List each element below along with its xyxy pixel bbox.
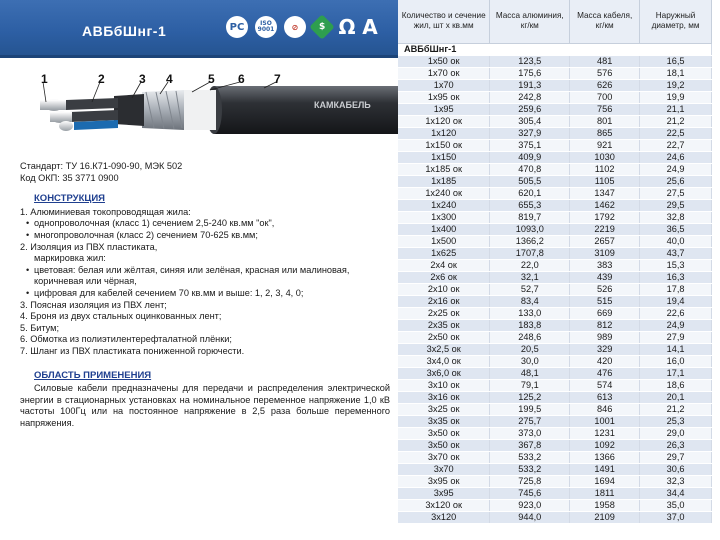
partial-a-icon: A [362,15,378,39]
cable-illustration [14,60,398,152]
cell-cable-mass: 865 [570,127,640,139]
construction-heading: КОНСТРУКЦИЯ [34,193,105,205]
cell-cable-mass: 1231 [570,427,640,439]
usage-heading: ОБЛАСТЬ ПРИМЕНЕНИЯ [34,369,152,381]
cell-cable-mass: 420 [570,355,640,367]
cell-cable-mass: 669 [570,307,640,319]
cell-outer-diameter: 40,0 [640,235,712,247]
cell-cores-section: 2x6 ок [398,271,490,283]
cell-cores-section: 3x95 [398,487,490,499]
table-row [398,259,712,271]
cell-aluminium-mass: 125,2 [490,391,570,403]
cell-cable-mass: 2219 [570,223,640,235]
cell-aluminium-mass: 944,0 [490,511,570,523]
cell-outer-diameter: 14,1 [640,343,712,355]
table-row [398,403,712,415]
construction-subitem: • цветовая: белая или жёлтая, синяя или зелёная, красная или малиновая, коричневая или чёрная, [20,265,390,288]
table-row [398,355,712,367]
cell-cores-section: 3x10 ок [398,379,490,391]
cell-aluminium-mass: 191,3 [490,79,570,91]
cell-cores-section: 3x120 [398,511,490,523]
cell-cores-section: 1x400 [398,223,490,235]
cell-cores-section: 1x70 ок [398,67,490,79]
table-row [398,463,712,475]
cell-cores-section: 1x120 ок [398,115,490,127]
cell-cable-mass: 2657 [570,235,640,247]
cell-cores-section: 1x500 [398,235,490,247]
cell-aluminium-mass: 83,4 [490,295,570,307]
table-row [398,307,712,319]
cell-outer-diameter: 24,6 [640,151,712,163]
table-row [398,367,712,379]
header-band [0,0,398,58]
cable-label-6: 6 [238,72,245,86]
cell-aluminium-mass: 30,0 [490,355,570,367]
cell-outer-diameter: 20,1 [640,391,712,403]
table-row [398,487,712,499]
construction-item: 6. Обмотка из полиэтилентерефталатной плёнки; [20,334,232,345]
cable-label-4: 4 [166,72,173,86]
certification-icons [226,16,377,38]
cell-outer-diameter: 37,0 [640,511,712,523]
cell-cable-mass: 329 [570,343,640,355]
cell-outer-diameter: 19,4 [640,295,712,307]
cell-cable-mass: 1102 [570,163,640,175]
construction-item: 1. Алюминиевая токопроводящая жила: [20,206,191,217]
cell-cores-section: 1x625 [398,247,490,259]
cell-outer-diameter: 16,3 [640,271,712,283]
cell-cable-mass: 383 [570,259,640,271]
table-row [398,151,712,163]
cell-outer-diameter: 24,9 [640,163,712,175]
cell-cable-mass: 626 [570,79,640,91]
cell-aluminium-mass: 819,7 [490,211,570,223]
cable-brand-text: КАМКАБЕЛЬ [314,100,371,110]
fire-safety-icon: ⊘ [284,16,306,38]
product-title: АВБбШнг-1 [82,23,167,39]
header-cores-section: Количество и сечение жил, шт x кв.мм [398,0,490,43]
cell-cores-section: 3x16 ок [398,391,490,403]
cell-cores-section: 1x150 ок [398,139,490,151]
construction-list [20,207,390,358]
cable-label-1: 1 [41,72,48,86]
cell-cable-mass: 756 [570,103,640,115]
table-row [398,163,712,175]
product-description [20,161,390,429]
cell-cores-section: 3x50 ок [398,427,490,439]
cell-aluminium-mass: 259,6 [490,103,570,115]
cell-cable-mass: 1462 [570,199,640,211]
cell-outer-diameter: 32,3 [640,475,712,487]
header-aluminium-mass: Масса алюминия, кг/км [490,0,570,43]
table-row [398,451,712,463]
cell-cable-mass: 1001 [570,415,640,427]
cell-cable-mass: 1366 [570,451,640,463]
cell-outer-diameter: 29,5 [640,199,712,211]
cell-aluminium-mass: 367,8 [490,439,570,451]
cell-outer-diameter: 21,2 [640,403,712,415]
cable-spec-table [398,0,712,524]
cable-cross-section-image [14,60,398,152]
table-header-row [398,0,712,43]
cell-aluminium-mass: 409,9 [490,151,570,163]
table-row [398,199,712,211]
cell-cable-mass: 812 [570,319,640,331]
cell-cores-section: 2x25 ок [398,307,490,319]
cell-cores-section: 1x185 [398,175,490,187]
cell-outer-diameter: 15,3 [640,259,712,271]
cell-outer-diameter: 25,6 [640,175,712,187]
cell-cores-section: 1x185 ок [398,163,490,175]
cell-outer-diameter: 21,2 [640,115,712,127]
table-group-label: АВБбШнг-1 [398,43,712,55]
cell-cable-mass: 613 [570,391,640,403]
iso-9001-icon: ISO 9001 [255,16,277,38]
cell-aluminium-mass: 248,6 [490,331,570,343]
usage-paragraph: Силовые кабели предназначены для передачи и распределения электрической энергии в стационарных установках на номинальное переменное напряжение 1,0 кВ частоты 100Гц или на постоянное напряжение в 2,5 раза больше переменного напряжения. [20,383,390,428]
cell-cores-section: 1x120 [398,127,490,139]
cell-outer-diameter: 19,2 [640,79,712,91]
table-row [398,475,712,487]
cell-cores-section: 1x95 [398,103,490,115]
table-row [398,427,712,439]
cell-outer-diameter: 29,7 [640,451,712,463]
cell-cable-mass: 1347 [570,187,640,199]
table-row [398,211,712,223]
table-row [398,187,712,199]
cell-cores-section: 3x35 ок [398,415,490,427]
cell-aluminium-mass: 183,8 [490,319,570,331]
cell-cable-mass: 1694 [570,475,640,487]
cell-outer-diameter: 18,1 [640,67,712,79]
cell-cores-section: 3x2,5 ок [398,343,490,355]
cell-aluminium-mass: 533,2 [490,451,570,463]
cell-cable-mass: 526 [570,283,640,295]
table-row [398,67,712,79]
cell-cores-section: 1x70 [398,79,490,91]
cell-aluminium-mass: 1707,8 [490,247,570,259]
cell-aluminium-mass: 725,8 [490,475,570,487]
table-row [398,499,712,511]
cell-aluminium-mass: 242,8 [490,91,570,103]
table-row [398,271,712,283]
table-row [398,391,712,403]
cell-cores-section: 2x4 ок [398,259,490,271]
cell-aluminium-mass: 373,0 [490,427,570,439]
cell-cable-mass: 700 [570,91,640,103]
cell-cable-mass: 989 [570,331,640,343]
cell-cores-section: 1x240 [398,199,490,211]
cell-outer-diameter: 17,1 [640,367,712,379]
table-row [398,247,712,259]
table-row [398,295,712,307]
cell-aluminium-mass: 745,6 [490,487,570,499]
cell-cable-mass: 576 [570,67,640,79]
cell-outer-diameter: 19,9 [640,91,712,103]
cell-aluminium-mass: 32,1 [490,271,570,283]
cell-cores-section: 3x95 ок [398,475,490,487]
cell-aluminium-mass: 620,1 [490,187,570,199]
cell-cable-mass: 2109 [570,511,640,523]
table-row [398,415,712,427]
cell-cable-mass: 476 [570,367,640,379]
cell-outer-diameter: 43,7 [640,247,712,259]
table-row [398,139,712,151]
construction-continuation: маркировка жил: [34,253,106,264]
cell-outer-diameter: 27,5 [640,187,712,199]
header-cable-mass: Масса кабеля, кг/км [570,0,640,43]
table-row [398,319,712,331]
cell-aluminium-mass: 1093,0 [490,223,570,235]
construction-item: 2. Изоляция из ПВХ пластиката, [20,241,158,252]
cell-outer-diameter: 22,5 [640,127,712,139]
cell-aluminium-mass: 305,4 [490,115,570,127]
construction-subitem: • многопроволочная (класс 2) сечением 70-625 кв.мм; [20,230,390,242]
table-row [398,91,712,103]
cell-outer-diameter: 16,0 [640,355,712,367]
standard-line: Стандарт: ТУ 16.К71-090-90, МЭК 502 [20,161,183,171]
construction-subitem: • однопроволочная (класс 1) сечением 2,5-240 кв.мм "ок", [20,218,390,230]
cell-cable-mass: 481 [570,55,640,67]
cell-cores-section: 2x35 ок [398,319,490,331]
table-row [398,103,712,115]
cell-outer-diameter: 35,0 [640,499,712,511]
cell-cable-mass: 1491 [570,463,640,475]
construction-item: 7. Шланг из ПВХ пластиката пониженной горючести. [20,345,245,356]
cell-aluminium-mass: 79,1 [490,379,570,391]
cell-aluminium-mass: 52,7 [490,283,570,295]
table-row [398,55,712,67]
cell-aluminium-mass: 1366,2 [490,235,570,247]
construction-subitem: • цифровая для кабелей сечением 70 кв.мм и выше: 1, 2, 3, 4, 0; [20,288,390,300]
cell-outer-diameter: 22,7 [640,139,712,151]
construction-item: 4. Броня из двух стальных оцинкованных лент; [20,311,222,322]
cell-outer-diameter: 25,3 [640,415,712,427]
cell-aluminium-mass: 655,3 [490,199,570,211]
cell-aluminium-mass: 327,9 [490,127,570,139]
cell-cable-mass: 921 [570,139,640,151]
cell-cores-section: 3x50 ок [398,439,490,451]
cell-cable-mass: 1958 [570,499,640,511]
table-row [398,235,712,247]
cell-cable-mass: 1792 [570,211,640,223]
cell-cores-section: 3x120 ок [398,499,490,511]
gost-r-icon: PC [226,16,248,38]
cell-outer-diameter: 16,5 [640,55,712,67]
cell-cores-section: 3x6,0 ок [398,367,490,379]
cell-aluminium-mass: 275,7 [490,415,570,427]
cell-outer-diameter: 21,1 [640,103,712,115]
cell-cores-section: 3x70 ок [398,451,490,463]
cell-aluminium-mass: 22,0 [490,259,570,271]
cell-aluminium-mass: 923,0 [490,499,570,511]
cell-outer-diameter: 27,9 [640,331,712,343]
cable-label-3: 3 [139,72,146,86]
cell-cores-section: 1x300 [398,211,490,223]
cell-aluminium-mass: 48,1 [490,367,570,379]
cell-aluminium-mass: 123,5 [490,55,570,67]
cell-outer-diameter: 18,6 [640,379,712,391]
cell-cable-mass: 846 [570,403,640,415]
table-group-row [398,43,712,55]
header-outer-diameter: Наружный диаметр, мм [640,0,712,43]
table-row [398,439,712,451]
cell-aluminium-mass: 133,0 [490,307,570,319]
table-row [398,283,712,295]
eac-diamond-icon: $ [309,14,334,39]
cell-outer-diameter: 24,9 [640,319,712,331]
cable-label-2: 2 [98,72,105,86]
cell-aluminium-mass: 199,5 [490,403,570,415]
table-row [398,511,712,523]
cell-cable-mass: 1092 [570,439,640,451]
cell-cable-mass: 3109 [570,247,640,259]
cell-outer-diameter: 22,6 [640,307,712,319]
table-row [398,127,712,139]
cell-outer-diameter: 26,3 [640,439,712,451]
cell-aluminium-mass: 505,5 [490,175,570,187]
cell-cable-mass: 439 [570,271,640,283]
cell-cores-section: 2x50 ок [398,331,490,343]
okp-code-line: Код ОКП: 35 3771 0900 [20,172,119,183]
cell-outer-diameter: 17,8 [640,283,712,295]
omega-icon: Ω [338,15,356,39]
table-row [398,379,712,391]
cell-cores-section: 2x16 ок [398,295,490,307]
cell-cable-mass: 1811 [570,487,640,499]
table-row [398,343,712,355]
cell-cable-mass: 515 [570,295,640,307]
table-row [398,115,712,127]
cell-cores-section: 1x240 ок [398,187,490,199]
cell-cores-section: 1x95 ок [398,91,490,103]
cell-cable-mass: 574 [570,379,640,391]
table-row [398,175,712,187]
cable-label-7: 7 [274,72,281,86]
cell-aluminium-mass: 470,8 [490,163,570,175]
table-row [398,331,712,343]
cell-outer-diameter: 32,8 [640,211,712,223]
cell-aluminium-mass: 175,6 [490,67,570,79]
cell-cores-section: 3x25 ок [398,403,490,415]
cell-cable-mass: 801 [570,115,640,127]
cell-aluminium-mass: 375,1 [490,139,570,151]
cell-cores-section: 3x70 [398,463,490,475]
cell-outer-diameter: 29,0 [640,427,712,439]
cell-aluminium-mass: 533,2 [490,463,570,475]
construction-item: 3. Поясная изоляция из ПВХ лент; [20,299,167,310]
cell-cores-section: 1x150 [398,151,490,163]
cell-cable-mass: 1105 [570,175,640,187]
table-row [398,223,712,235]
cell-cable-mass: 1030 [570,151,640,163]
table-row [398,79,712,91]
cell-cores-section: 3x4,0 ок [398,355,490,367]
cable-label-5: 5 [208,72,215,86]
cell-outer-diameter: 36,5 [640,223,712,235]
construction-item: 5. Битум; [20,322,60,333]
cell-aluminium-mass: 20,5 [490,343,570,355]
cell-cores-section: 2x10 ок [398,283,490,295]
cell-outer-diameter: 34,4 [640,487,712,499]
cell-outer-diameter: 30,6 [640,463,712,475]
cell-cores-section: 1x50 ок [398,55,490,67]
